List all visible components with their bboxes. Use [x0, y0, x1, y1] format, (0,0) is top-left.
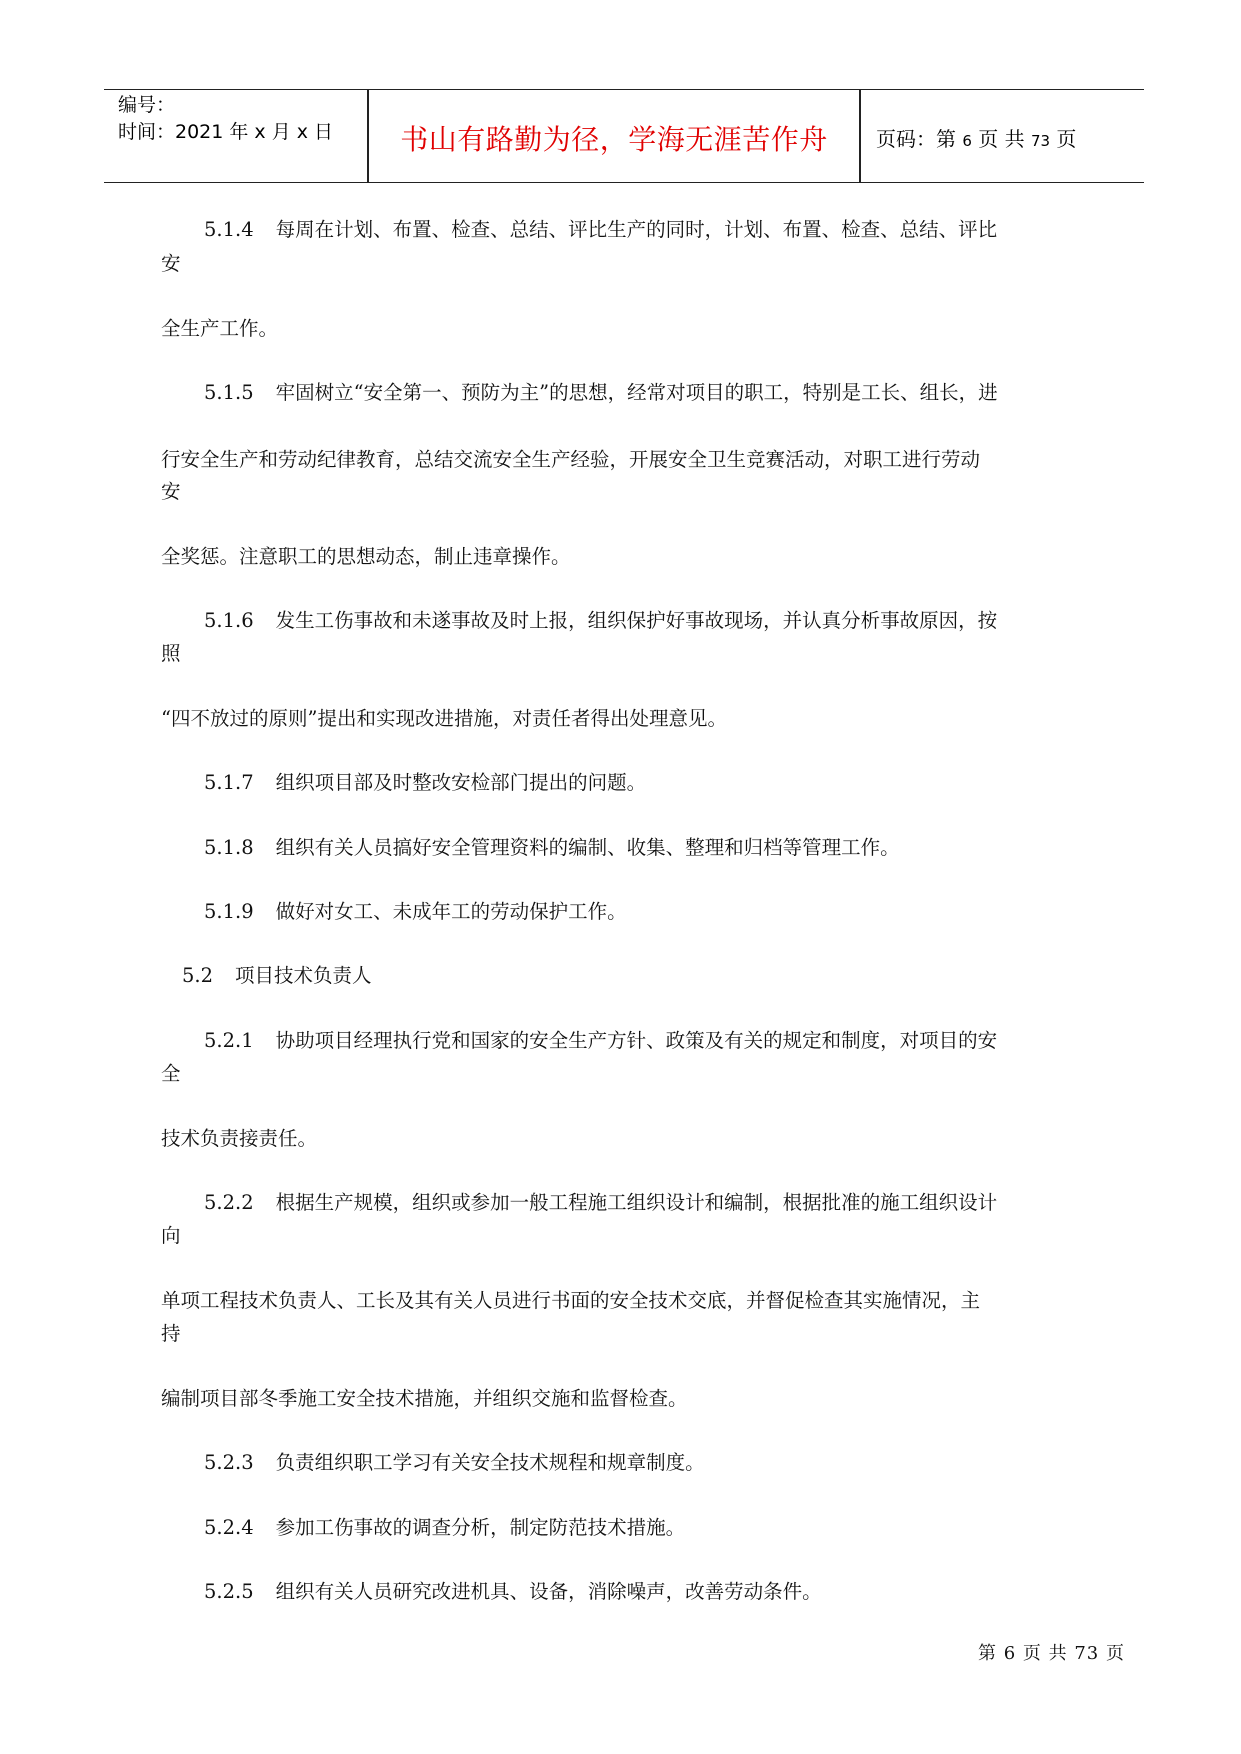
clause-text: 发生工伤事故和未遂事故及时上报，组织保护好事故现场，并认真分析事故原因，按: [275, 609, 998, 632]
page-header: [104, 89, 1144, 183]
clause-5-1-6-cont: “四不放过的原则”提出和实现改进措施，对责任者得出处理意见。: [161, 707, 727, 730]
clause-number: 5.1.8: [204, 836, 254, 859]
clause-5-2-1-wrap: 全: [161, 1062, 181, 1085]
clause-number: 5.2.4: [204, 1516, 254, 1539]
section-title: 项目技术负责人: [235, 964, 372, 987]
clause-text: 协助项目经理执行党和国家的安全生产方针、政策及有关的规定和制度，对项目的安: [275, 1029, 998, 1052]
header-time-label: 时间：2021 年 x 月 x 日: [118, 121, 334, 143]
clause-text: 负责组织职工学习有关安全技术规程和规章制度。: [275, 1451, 705, 1474]
clause-text: 组织有关人员研究改进机具、设备，消除噪声，改善劳动条件。: [275, 1580, 822, 1603]
clause-number: 5.2.3: [204, 1451, 254, 1474]
header-page-number: 6: [962, 132, 972, 150]
clause-5-2-2-cont1: 单项工程技术负责人、工长及其有关人员进行书面的安全技术交底，并督促检查其实施情况，主: [161, 1289, 981, 1312]
clause-5-1-5-cont2: 全奖惩。注意职工的思想动态，制止违章操作。: [161, 545, 571, 568]
clause-5-1-4: [204, 214, 997, 242]
clause-5-1-8: [204, 832, 900, 860]
header-motto: 书山有路勤为径，学海无涯苦作舟: [400, 123, 828, 156]
clause-text: 每周在计划、布置、检查、总结、评比生产的同时，计划、布置、检查、总结、评比: [275, 218, 998, 241]
page-footer: 第 6 页 共 73 页: [978, 1643, 1125, 1664]
header-page-info: [876, 123, 1076, 152]
clause-5-1-5-cont1: 行安全生产和劳动纪律教育，总结交流安全生产经验，开展安全卫生竞赛活动，对职工进行劳动: [161, 448, 981, 471]
clause-number: 5.1.7: [204, 771, 254, 794]
clause-5-2-2-wrap2: 持: [161, 1322, 181, 1345]
clause-5-1-4-wrap: 安: [161, 252, 181, 275]
clause-5-2-4: [204, 1512, 685, 1540]
header-divider-right: [859, 90, 861, 182]
clause-text: 组织项目部及时整改安检部门提出的问题。: [275, 771, 647, 794]
clause-5-2-2: [204, 1187, 997, 1215]
clause-text: 参加工伤事故的调查分析，制定防范技术措施。: [275, 1516, 686, 1539]
header-meta: [118, 92, 368, 146]
header-page-prefix: 页码：第: [876, 127, 963, 151]
clause-5-1-7: [204, 767, 646, 795]
clause-number: 5.2.1: [204, 1029, 254, 1052]
clause-5-1-5-wrap: 安: [161, 480, 181, 503]
clause-number: 5.1.4: [204, 218, 254, 241]
clause-5-2-5: [204, 1576, 822, 1604]
clause-number: 5.1.9: [204, 900, 254, 923]
clause-number: 5.2.5: [204, 1580, 254, 1603]
clause-text: 组织有关人员搞好安全管理资料的编制、收集、整理和归档等管理工作。: [275, 836, 900, 859]
clause-5-2-1: [204, 1025, 997, 1053]
clause-number: 5.1.5: [204, 381, 254, 404]
clause-text: 根据生产规模，组织或参加一般工程施工组织设计和编制，根据批准的施工组织设计: [275, 1191, 998, 1214]
clause-5-2-3: [204, 1447, 705, 1475]
clause-5-2-2-wrap: 向: [161, 1224, 181, 1247]
clause-5-2-2-cont2: 编制项目部冬季施工安全技术措施，并组织交施和监督检查。: [161, 1387, 688, 1410]
clause-5-1-9: [204, 896, 627, 924]
section-number: 5.2: [182, 964, 214, 987]
header-number-label: 编号：: [118, 94, 176, 116]
header-page-suffix: 页: [1050, 127, 1077, 151]
header-page-mid: 页 共: [971, 127, 1031, 151]
clause-5-1-6-wrap: 照: [161, 642, 181, 665]
clause-5-1-6: [204, 605, 997, 633]
clause-text: 做好对女工、未成年工的劳动保护工作。: [275, 900, 627, 923]
clause-5-2-1-cont: 技术负责接责任。: [161, 1127, 318, 1150]
clause-text: 牢固树立“安全第一、预防为主”的思想，经常对项目的职工，特别是工长、组长，进: [275, 381, 998, 404]
clause-number: 5.1.6: [204, 609, 254, 632]
clause-5-1-4-cont: 全生产工作。: [161, 317, 279, 340]
clause-5-1-5: [204, 377, 998, 405]
section-5-2-heading: [182, 960, 372, 988]
clause-number: 5.2.2: [204, 1191, 254, 1214]
header-page-total: 73: [1030, 132, 1051, 150]
